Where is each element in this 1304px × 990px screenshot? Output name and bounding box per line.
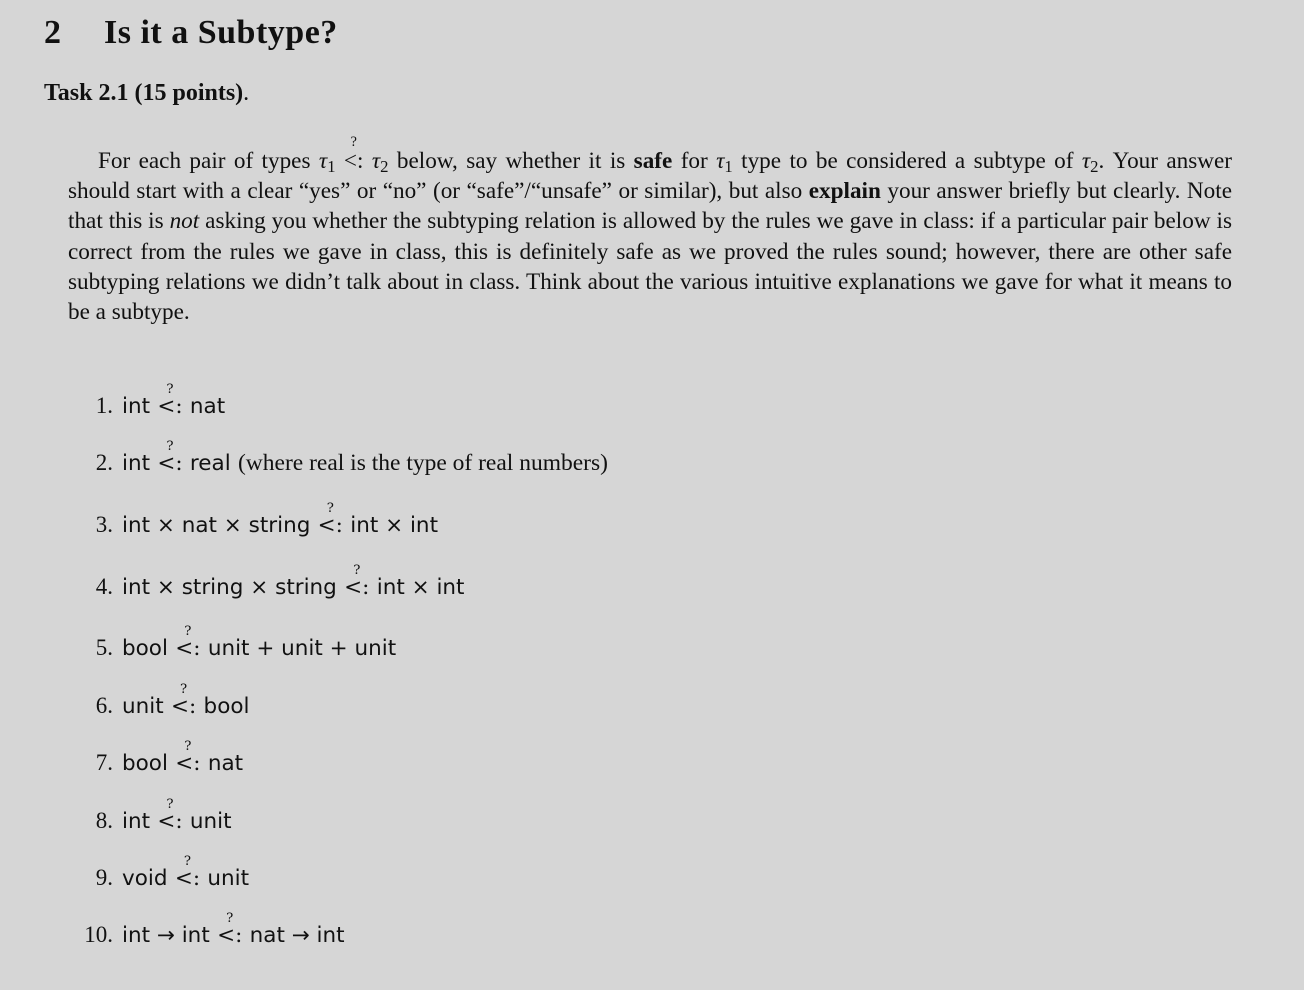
- right-type: int × int: [376, 575, 465, 600]
- item-number: 9.: [95, 865, 113, 890]
- list-item: [0, 562, 465, 600]
- question-mark: ?: [184, 623, 192, 639]
- para-text: . Your answer should start with a clear “yes” or “no” (or “safe”/“unsafe” or similar), but also: [68, 148, 1233, 205]
- subtype-query-symbol: [175, 623, 201, 661]
- left-type: int: [122, 809, 151, 834]
- right-type: int × int: [350, 513, 438, 538]
- list-item: [0, 796, 232, 834]
- list-item: [0, 438, 608, 477]
- para-text: asking you whether the subtyping relation is allowed by the rules we gave in class: if a particular pair below is correct from the rules we gave in class, this is definitely safe as we proved the rules sound; however, there are other safe subtyping relations we didn’t talk about in class. Think about the various intuitive explanations we gave for what it means to be a subtype.: [68, 208, 1232, 326]
- question-mark: ?: [184, 738, 192, 754]
- subtype-symbol: <:: [343, 148, 364, 174]
- subtype-symbol: <:: [175, 636, 201, 661]
- para-text: below, say whether it is: [388, 148, 634, 174]
- question-mark: ?: [166, 381, 174, 397]
- left-type: bool: [122, 636, 168, 661]
- para-text: your answer briefly but clearly. Note that this is: [68, 178, 1232, 235]
- right-type: unit + unit + unit: [207, 636, 397, 661]
- item-number: 1.: [95, 393, 113, 418]
- task-suffix: .: [243, 80, 250, 106]
- question-mark: ?: [183, 853, 192, 869]
- left-type: int: [122, 451, 151, 476]
- right-type: nat: [207, 751, 244, 776]
- subtype-symbol: <:: [157, 394, 183, 419]
- question-mark: ?: [166, 438, 174, 454]
- left-type: int → int: [122, 923, 210, 948]
- left-type: void: [122, 866, 168, 891]
- subscript: 1: [327, 157, 336, 177]
- list-item: [0, 853, 250, 891]
- question-mark: ?: [353, 562, 361, 578]
- para-text: type to be considered a subtype of: [732, 148, 1082, 174]
- safe-emphasis: safe: [633, 148, 673, 174]
- subtype-query-symbol: [344, 562, 370, 600]
- item-number: 7.: [95, 750, 113, 775]
- right-type: nat: [189, 394, 226, 419]
- subtype-query-symbol: [157, 381, 183, 419]
- tau-symbol: τ: [371, 148, 381, 174]
- section-number: 2: [44, 14, 62, 51]
- list-item: [0, 623, 397, 661]
- subtype-symbol: <:: [157, 451, 183, 476]
- subtype-query-symbol: [157, 438, 183, 476]
- list-item: [0, 381, 226, 419]
- question-mark: ?: [226, 910, 234, 926]
- left-type: unit: [122, 694, 164, 719]
- question-mark: ?: [326, 500, 334, 516]
- subtype-query-symbol: [174, 853, 201, 891]
- right-type: unit: [189, 809, 232, 834]
- list-item: [0, 681, 250, 719]
- list-item: [0, 500, 438, 538]
- question-mark: ?: [180, 681, 188, 697]
- task-label: Task 2.1 (15 points): [44, 80, 244, 106]
- right-type: real: [189, 451, 231, 476]
- list-item: [0, 910, 345, 948]
- item-number: 4.: [95, 574, 113, 599]
- subtype-query-symbol: [170, 681, 197, 719]
- left-type: int × nat × string: [122, 513, 311, 538]
- subtype-symbol: <:: [217, 923, 243, 948]
- tau-symbol: τ: [716, 148, 725, 174]
- subtype-query-symbol: [157, 796, 183, 834]
- subtype-symbol: <:: [175, 751, 201, 776]
- item-number: 10.: [84, 922, 113, 947]
- left-type: int × string × string: [122, 575, 337, 600]
- item-number: 8.: [95, 808, 113, 833]
- item-number: 2.: [95, 450, 113, 475]
- list-item: [0, 738, 244, 776]
- left-type: bool: [122, 751, 168, 776]
- subtype-symbol: <:: [344, 575, 370, 600]
- para-intro: For each pair of types: [98, 148, 319, 174]
- right-type: unit: [207, 866, 250, 891]
- subtype-symbol: <:: [174, 866, 201, 891]
- item-number: 3.: [95, 512, 113, 537]
- left-type: int: [122, 394, 151, 419]
- subtype-symbol: <:: [170, 694, 197, 719]
- question-mark: ?: [350, 133, 357, 150]
- subtype-query-symbol: [217, 910, 243, 948]
- subscript: 2: [380, 157, 389, 177]
- item-note: (where real is the type of real numbers): [237, 450, 608, 476]
- subtype-symbol: <:: [157, 809, 183, 834]
- item-number: 6.: [95, 693, 113, 718]
- subscript: 2: [1090, 157, 1099, 177]
- not-emphasis: not: [169, 208, 200, 235]
- subtype-query-symbol: [175, 738, 201, 776]
- para-text: for: [672, 148, 717, 174]
- right-type: nat → int: [249, 923, 345, 948]
- subtype-symbol: <:: [317, 513, 343, 538]
- item-number: 5.: [95, 635, 113, 660]
- explain-emphasis: explain: [808, 178, 881, 205]
- section-title: Is it a Subtype?: [104, 14, 338, 51]
- subscript: 1: [724, 157, 733, 177]
- question-mark: ?: [166, 796, 174, 812]
- tau-symbol: τ: [1081, 148, 1091, 174]
- right-type: bool: [203, 694, 250, 719]
- subtype-query-symbol: [317, 500, 343, 538]
- tau-symbol: τ: [318, 148, 328, 174]
